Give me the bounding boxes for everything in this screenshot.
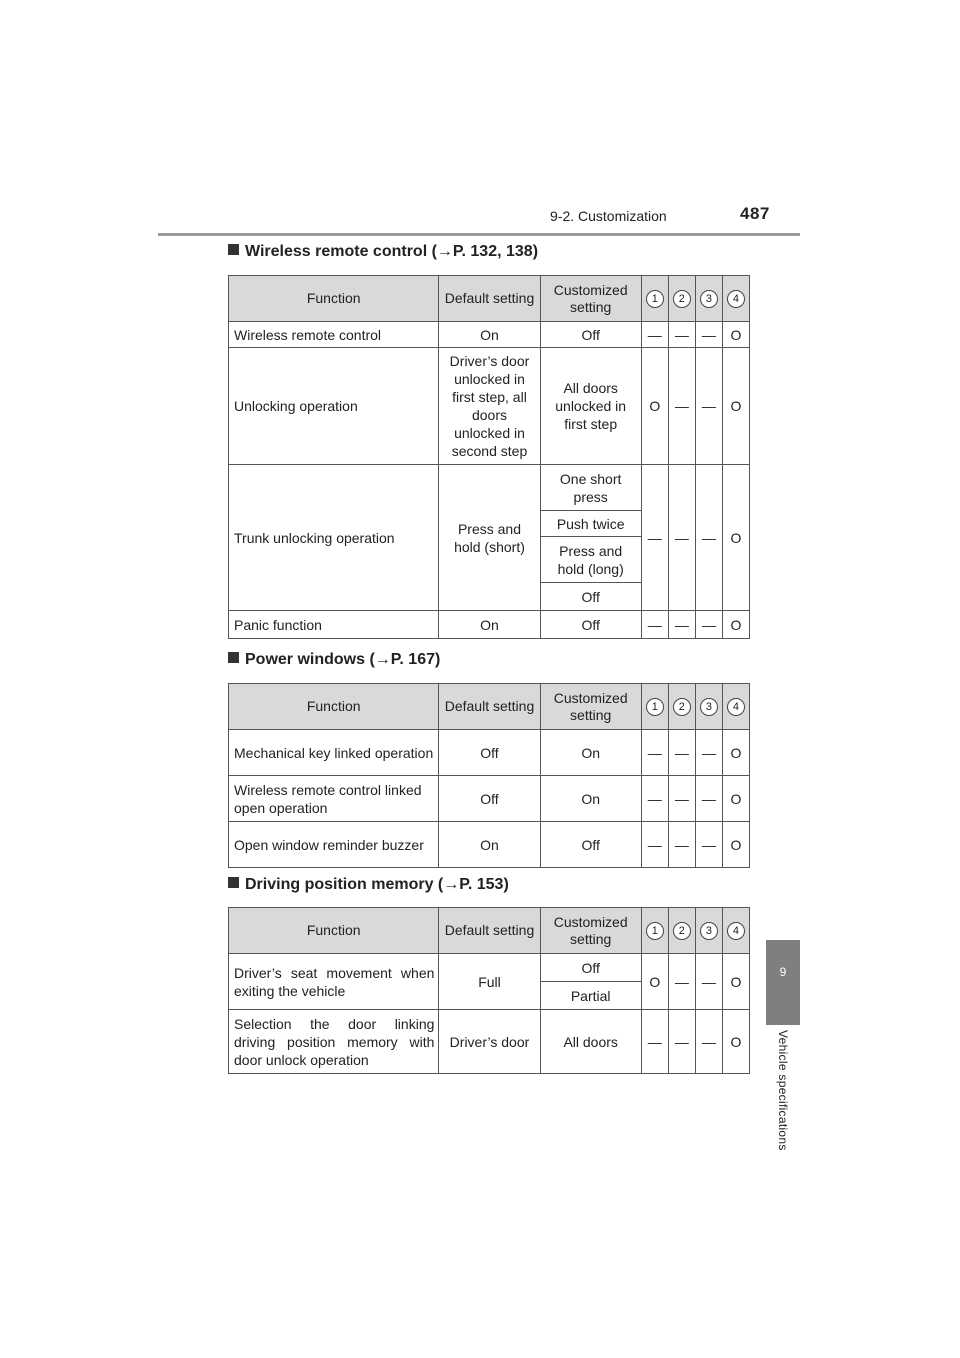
customized-option-cell: Off <box>540 954 641 982</box>
square-bullet-icon <box>228 877 239 888</box>
table-row <box>229 1010 750 1074</box>
circled-1-icon: 1 <box>646 290 664 308</box>
column-header-customized: Customized setting <box>540 908 641 954</box>
arrow-right-icon: → <box>374 651 391 668</box>
customized-option-cell: Push twice <box>540 511 641 537</box>
function-cell: Wireless remote control linked open operation <box>229 776 439 822</box>
mark-cell-3: — <box>695 348 722 465</box>
table-row <box>229 954 750 982</box>
customized-option-cell: Partial <box>540 982 641 1010</box>
chapter-tab <box>766 940 800 1025</box>
mark-cell-4: O <box>722 322 749 348</box>
table-row <box>229 611 750 639</box>
page-reference-link[interactable]: P. 153) <box>459 876 509 893</box>
circled-1-icon: 1 <box>646 922 664 940</box>
mark-cell-1: — <box>641 611 668 639</box>
mark-cell-1: — <box>641 822 668 868</box>
default-cell: Driver’s door <box>439 1010 540 1074</box>
default-cell: Off <box>439 730 540 776</box>
mark-cell-2: — <box>668 465 695 611</box>
default-cell: Driver’s door unlocked in first step, all doors unlocked in second step <box>439 348 540 465</box>
column-header-3 <box>695 908 722 954</box>
customized-option-cell: One short press <box>540 465 641 511</box>
circled-3-icon: 3 <box>700 922 718 940</box>
header-rule <box>158 233 800 236</box>
column-header-default: Default setting <box>439 908 540 954</box>
arrow-right-icon: → <box>443 876 460 893</box>
table-row <box>229 465 750 511</box>
customized-cell: Off <box>540 822 641 868</box>
mark-cell-1: — <box>641 322 668 348</box>
mark-cell-4: O <box>722 1010 749 1074</box>
column-header-4 <box>722 684 749 730</box>
mark-cell-2: — <box>668 776 695 822</box>
column-header-function: Function <box>229 908 439 954</box>
section-title-driving-position-memory: Driving position memory (→P. 153) <box>228 876 509 894</box>
function-cell: Selection the door linking driving position memory with door unlock operation <box>229 1010 439 1074</box>
customized-cell: On <box>540 776 641 822</box>
circled-1-icon: 1 <box>646 698 664 716</box>
circled-3-icon: 3 <box>700 698 718 716</box>
default-cell: On <box>439 611 540 639</box>
customized-option-cell: Press and hold (long) <box>540 537 641 583</box>
column-header-4 <box>722 908 749 954</box>
table-row <box>229 730 750 776</box>
function-cell: Wireless remote control <box>229 322 439 348</box>
column-header-1 <box>641 684 668 730</box>
table-row <box>229 322 750 348</box>
function-cell: Unlocking operation <box>229 348 439 465</box>
mark-cell-3: — <box>695 322 722 348</box>
table-header-row <box>229 908 750 954</box>
mark-cell-2: — <box>668 1010 695 1074</box>
customized-option-cell: Off <box>540 583 641 611</box>
mark-cell-1: — <box>641 1010 668 1074</box>
chapter-side-label-text: Vehicle specifications <box>776 1030 790 1151</box>
mark-cell-2: — <box>668 730 695 776</box>
column-header-function: Function <box>229 684 439 730</box>
function-cell: Mechanical key linked operation <box>229 730 439 776</box>
mark-cell-1: — <box>641 730 668 776</box>
mark-cell-3: — <box>695 730 722 776</box>
mark-cell-1: O <box>641 348 668 465</box>
function-cell: Panic function <box>229 611 439 639</box>
section-heading: 9-2. Customization <box>550 208 667 224</box>
mark-cell-4: O <box>722 822 749 868</box>
mark-cell-3: — <box>695 776 722 822</box>
default-cell: On <box>439 822 540 868</box>
circled-2-icon: 2 <box>673 290 691 308</box>
function-cell: Open window reminder buzzer <box>229 822 439 868</box>
mark-cell-3: — <box>695 465 722 611</box>
circled-2-icon: 2 <box>673 922 691 940</box>
page-number: 487 <box>740 204 770 223</box>
table-row <box>229 776 750 822</box>
column-header-1 <box>641 908 668 954</box>
column-header-3 <box>695 684 722 730</box>
mark-cell-3: — <box>695 822 722 868</box>
column-header-1 <box>641 276 668 322</box>
column-header-default: Default setting <box>439 684 540 730</box>
column-header-2 <box>668 684 695 730</box>
function-cell: Trunk unlocking operation <box>229 465 439 611</box>
mark-cell-4: O <box>722 776 749 822</box>
customized-cell: All doors unlocked in first step <box>540 348 641 465</box>
circled-4-icon: 4 <box>727 922 745 940</box>
wireless-remote-table <box>228 275 750 639</box>
default-cell: Full <box>439 954 540 1010</box>
mark-cell-4: O <box>722 465 749 611</box>
customized-cell: Off <box>540 322 641 348</box>
column-header-3 <box>695 276 722 322</box>
column-header-customized: Customized setting <box>540 276 641 322</box>
section-title-power-windows: Power windows (→P. 167) <box>228 651 440 669</box>
mark-cell-2: — <box>668 954 695 1010</box>
column-header-default: Default setting <box>439 276 540 322</box>
table-row <box>229 348 750 465</box>
column-header-2 <box>668 908 695 954</box>
default-cell: Off <box>439 776 540 822</box>
mark-cell-2: — <box>668 348 695 465</box>
column-header-customized: Customized setting <box>540 684 641 730</box>
column-header-2 <box>668 276 695 322</box>
mark-cell-1: O <box>641 954 668 1010</box>
square-bullet-icon <box>228 652 239 663</box>
column-header-4 <box>722 276 749 322</box>
table-header-row <box>229 684 750 730</box>
chapter-side-label <box>773 1030 793 1290</box>
mark-cell-2: — <box>668 611 695 639</box>
section-title-wireless-remote: Wireless remote control (→P. 132, 138) <box>228 243 538 261</box>
column-header-function: Function <box>229 276 439 322</box>
page-reference-link[interactable]: P. 167) <box>390 651 441 668</box>
page-reference-link[interactable]: P. 132, 138) <box>452 243 539 260</box>
function-cell: Driver’s seat movement when exiting the vehicle <box>229 954 439 1010</box>
table-row <box>229 822 750 868</box>
customized-cell: All doors <box>540 1010 641 1074</box>
square-bullet-icon <box>228 244 239 255</box>
mark-cell-3: — <box>695 954 722 1010</box>
power-windows-table <box>228 683 750 868</box>
chapter-tab-number: 9 <box>779 965 787 979</box>
circled-3-icon: 3 <box>700 290 718 308</box>
mark-cell-4: O <box>722 730 749 776</box>
customized-cell: On <box>540 730 641 776</box>
mark-cell-3: — <box>695 611 722 639</box>
driving-position-memory-table <box>228 907 750 1074</box>
mark-cell-4: O <box>722 611 749 639</box>
mark-cell-3: — <box>695 1010 722 1074</box>
mark-cell-2: — <box>668 322 695 348</box>
circled-4-icon: 4 <box>727 290 745 308</box>
table-header-row <box>229 276 750 322</box>
mark-cell-1: — <box>641 465 668 611</box>
circled-2-icon: 2 <box>673 698 691 716</box>
arrow-right-icon: → <box>436 243 453 260</box>
mark-cell-2: — <box>668 822 695 868</box>
mark-cell-1: — <box>641 776 668 822</box>
circled-4-icon: 4 <box>727 698 745 716</box>
mark-cell-4: O <box>722 954 749 1010</box>
default-cell: Press and hold (short) <box>439 465 540 611</box>
mark-cell-4: O <box>722 348 749 465</box>
customized-cell: Off <box>540 611 641 639</box>
default-cell: On <box>439 322 540 348</box>
